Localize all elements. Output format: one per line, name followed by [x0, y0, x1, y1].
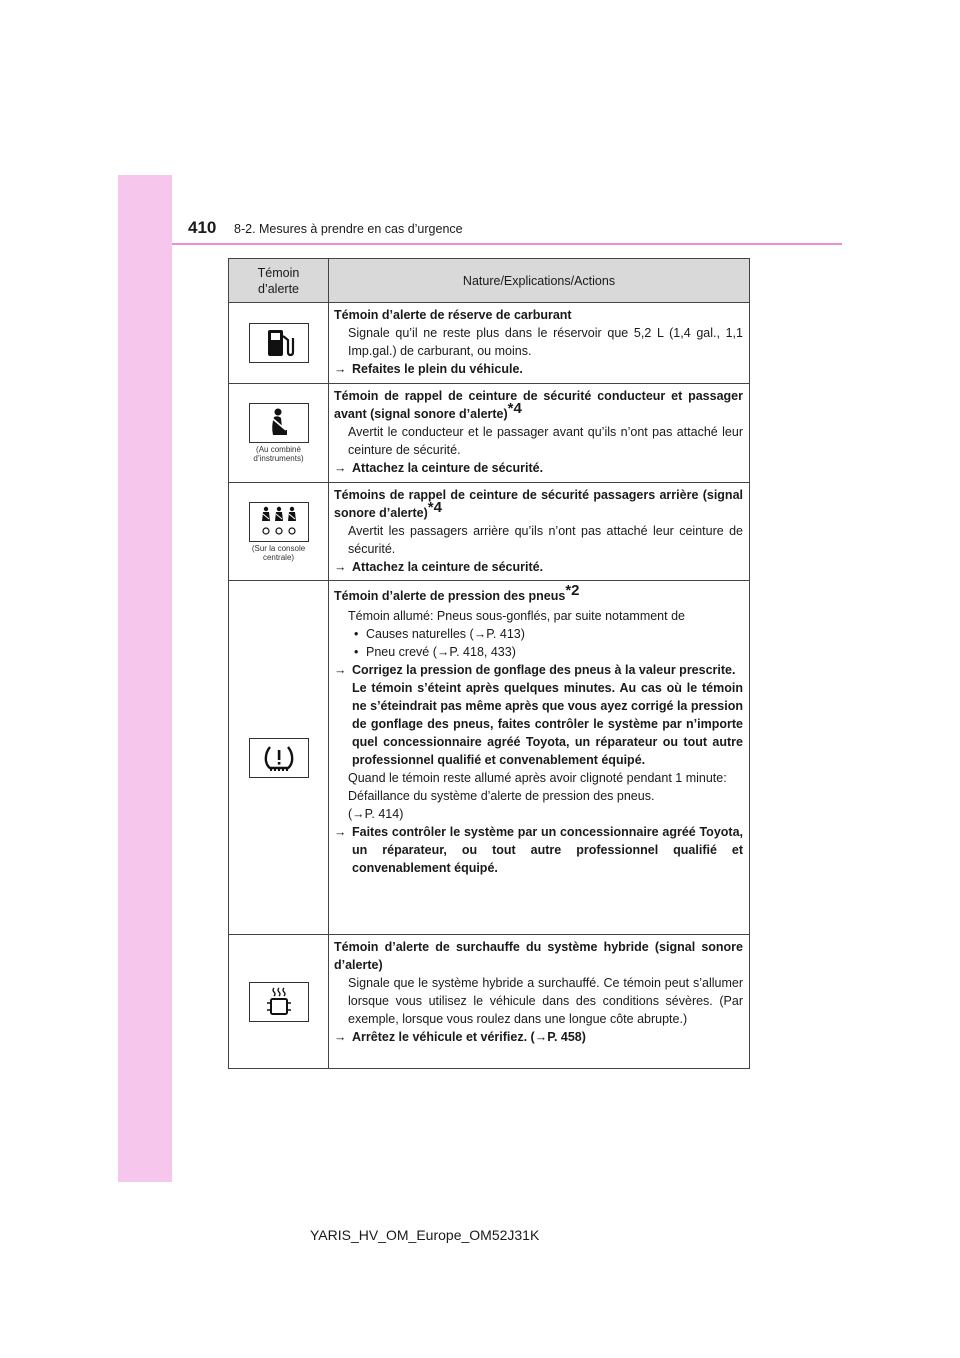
- icon-cell: [229, 384, 329, 483]
- description-cell: [329, 303, 750, 384]
- table-row: [229, 581, 750, 935]
- icon-location-note: (Sur la console centrale): [251, 543, 306, 562]
- list-item: • Causes naturelles (→P. 413): [354, 627, 525, 641]
- warning-light-table: [228, 258, 750, 1069]
- table-row: [229, 935, 750, 1069]
- front-belt-title: Témoin de rappel de ceinture de sécurité conducteur et passager avant (signal sonore d’alerte)$^{*4}$: [334, 389, 743, 421]
- table-header-row: [229, 259, 750, 303]
- fuel-pump-icon: [249, 323, 309, 363]
- page-number: 410: [188, 218, 217, 237]
- tire-page-ref: (→P. 414): [348, 807, 404, 821]
- tire-action-1-detail: Le témoin s’éteint après quelques minutes. Au cas où le témoin ne s’éteindrait pas même après que vous ayez corrigé la pression de gonflage des pneus, faites contrôler le système par n’importe quel concessionnaire agréé Toyota, un réparateur ou tout autre professionnel qualifié et convenablement équipé.: [352, 681, 743, 767]
- rear-belt-title: Témoins de rappel de ceinture de sécurité passagers arrière (signal sonore d’alerte)$^{*4}$: [334, 488, 743, 520]
- fuel-action: → Refaites le plein du véhicule.: [334, 362, 523, 376]
- arrow-icon: →: [334, 362, 347, 376]
- table-row: [229, 303, 750, 384]
- tire-action-2: → Faites contrôler le système par un concessionnaire agréé Toyota, un réparateur, ou tout autre professionnel qualifié et convenablement équipé.: [334, 825, 743, 875]
- rear-belt-body: Avertit les passagers arrière qu’ils n’ont pas attaché leur ceinture de sécurité.: [348, 524, 743, 556]
- description-cell: [329, 935, 750, 1069]
- column-header-light: Témoin d’alerte: [229, 259, 329, 303]
- fuel-body: Signale qu’il ne reste plus dans le réservoir que 5,2 L (1,4 gal., 1,1 Imp.gal.) de carburant, ou moins.: [348, 326, 743, 358]
- description-cell: [329, 483, 750, 581]
- icon-cell: [229, 303, 329, 384]
- description-cell: [329, 384, 750, 483]
- icon-cell: [229, 935, 329, 1069]
- front-belt-body: Avertit le conducteur et le passager avant qu’ils n’ont pas attaché leur ceinture de sécurité.: [348, 425, 743, 457]
- arrow-icon: →: [334, 560, 347, 574]
- table-row: [229, 384, 750, 483]
- document-code: YARIS_HV_OM_Europe_OM52J31K: [310, 1227, 540, 1243]
- tire-title: Témoin d’alerte de pression des pneus$^{*2}$: [334, 581, 580, 603]
- tire-condition: Témoin allumé: Pneus sous-gonflés, par suite notamment de: [348, 609, 685, 623]
- arrow-icon: →: [334, 1030, 347, 1044]
- rear-belt-action: → Attachez la ceinture de sécurité.: [334, 560, 544, 574]
- chapter-tab-bar: [118, 175, 172, 1182]
- arrow-icon: →: [334, 825, 347, 839]
- hybrid-overheat-icon: [249, 982, 309, 1022]
- arrow-icon: →: [334, 461, 347, 475]
- hybrid-title: Témoin d’alerte de surchauffe du système hybride (signal sonore d’alerte): [334, 940, 743, 972]
- tire-action-1: → Corrigez la pression de gonflage des pneus à la valeur prescrite.: [334, 663, 736, 677]
- seatbelt-reminder-icon: [249, 403, 309, 443]
- rear-seatbelt-reminder-icon: [249, 502, 309, 542]
- section-title: 8-2. Mesures à prendre en cas d’urgence: [234, 222, 463, 236]
- hybrid-action: → Arrêtez le véhicule et vérifiez. (→P. 458): [334, 1030, 586, 1044]
- icon-location-note: (Au combiné d’instruments): [253, 445, 304, 463]
- header-divider: [172, 243, 842, 245]
- front-belt-action: → Attachez la ceinture de sécurité.: [334, 461, 544, 475]
- tire-blink-condition: Quand le témoin reste allumé après avoir clignoté pendant 1 minute:: [348, 771, 727, 785]
- description-cell: [329, 581, 750, 935]
- arrow-icon: →: [334, 663, 347, 677]
- icon-cell: [229, 581, 329, 935]
- list-item: • Pneu crevé (→P. 418, 433): [354, 645, 516, 659]
- icon-cell: [229, 483, 329, 581]
- tire-malfunction: Défaillance du système d’alerte de pression des pneus.: [348, 789, 655, 803]
- fuel-title: Témoin d’alerte de réserve de carburant: [334, 308, 572, 322]
- tire-pressure-icon: [249, 738, 309, 778]
- table-row: [229, 483, 750, 581]
- hybrid-body: Signale que le système hybride a surchauffé. Ce témoin peut s’allumer lorsque vous utilisez le véhicule dans des conditions sévères. (Par exemple, lorsque vous roulez dans une longue côte abrupte.): [348, 976, 743, 1026]
- column-header-nature: Nature/Explications/Actions: [329, 259, 750, 303]
